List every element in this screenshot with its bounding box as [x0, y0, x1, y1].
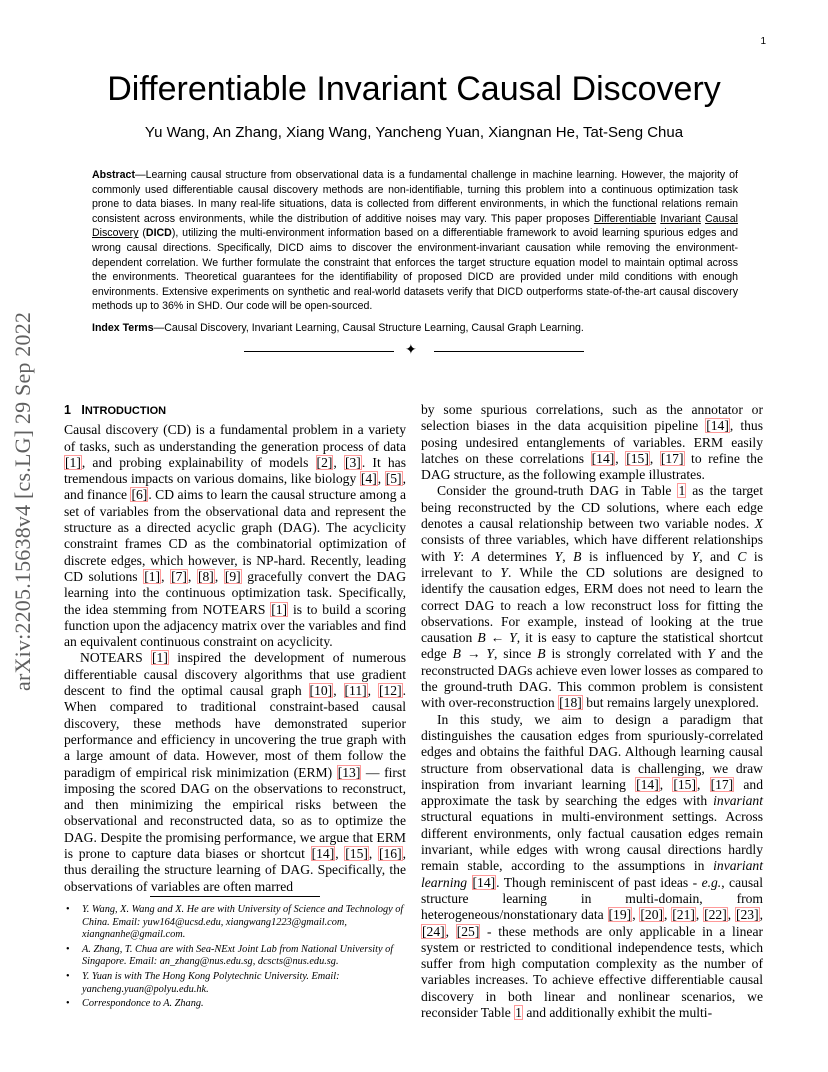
- abstract-name-2: Invariant: [660, 212, 701, 225]
- footnote-item: • A. Zhang, T. Chua are with Sea-NExt Joint Lab from National University of Singapore. Email: an_zhang@nus.edu.sg, dcscts@nus.edu.sg.: [82, 944, 406, 969]
- citation-link[interactable]: [4]: [360, 471, 377, 487]
- abstract-text-2: ), utilizing the multi-environment information based on a differentiable framework to avoid learning spurious edges and wrong causal directions. Specifically, DICD aims to discover the environment-invariant causation while removing the environment-dependent correlation. We further formulate the constraint that enforces the target structure equation model to maintain optimal across the environments. Theoretical guarantees for the identifiability of proposed DICD are provided under mild conditions with enough environments. Extensive experiments on synthetic and real-world datasets verify that DICD outperforms state-of-the-art causal discovery methods up to 36% in SHD. Our code will be open-sourced.: [92, 227, 738, 313]
- citation-link[interactable]: [3]: [344, 454, 361, 470]
- citation-link[interactable]: [18]: [559, 695, 582, 711]
- abstract-label: Abstract: [92, 169, 135, 181]
- left-column: [64, 402, 406, 895]
- right-column: [421, 402, 763, 1021]
- index-terms-text: —Causal Discovery, Invariant Learning, Causal Structure Learning, Causal Graph Learning.: [153, 322, 584, 334]
- citation-link[interactable]: [7]: [171, 568, 187, 584]
- citation-link[interactable]: [14]: [311, 846, 335, 862]
- citation-link[interactable]: [16]: [378, 846, 402, 862]
- citation-link[interactable]: [17]: [660, 450, 684, 466]
- table-ref-link[interactable]: 1: [515, 1004, 522, 1020]
- citation-link[interactable]: [14]: [636, 776, 659, 792]
- abstract-name-1: Differentiable: [593, 212, 657, 225]
- citation-link[interactable]: [5]: [385, 471, 402, 487]
- index-terms-label: Index Terms: [92, 322, 154, 334]
- citation-link[interactable]: [19]: [608, 907, 632, 923]
- citation-link[interactable]: [1]: [152, 650, 168, 666]
- citation-link[interactable]: [22]: [704, 907, 727, 923]
- paragraph: by some spurious correlations, such as the annotator or selection biases in the data acquisition pipeline [14], thus posing undesired entanglements of variables. ERM easily latches on these correlations [14], [15], [17] to refine the DAG structure, as the following example illustrates.: [421, 402, 764, 483]
- citation-link[interactable]: [6]: [131, 487, 148, 503]
- divider-line-left: [244, 351, 394, 352]
- abstract-name-3: Causal: [705, 212, 738, 225]
- citation-link[interactable]: [10]: [309, 683, 333, 699]
- divider-star-icon: ✦: [405, 342, 417, 358]
- citation-link[interactable]: [9]: [224, 568, 241, 584]
- citation-link[interactable]: [11]: [344, 683, 367, 699]
- citation-link[interactable]: [24]: [422, 923, 445, 939]
- citation-link[interactable]: [1]: [271, 601, 288, 617]
- paragraph: Consider the ground-truth DAG in Table 1 as the target being reconstructed by the CD solutions, where each edge denotes a causal relationship between two variable nodes. X consists of three variables, which have different relationships with Y: A determines Y, B is influenced by Y, and C is irrelevant to Y. While the CD solutions are designed to identify the causation edges, ERM does not need to learn the correct DAG to reach a low reconstruct loss for fitting the observations. For example, instead of looking at the true causation B ← Y, it is easy to capture the statistical shortcut edge B → Y, since B is strongly correlated with Y and the reconstructed DAGs achieve even lower losses as compared to the ground-truth DAG. This common problem is consistent with over-reconstruction [18] but remains largely unexplored.: [421, 483, 764, 711]
- table-ref-link[interactable]: 1: [678, 483, 686, 499]
- citation-link[interactable]: [15]: [626, 450, 649, 466]
- abstract: Abstract—Learning causal structure from observational data is a fundamental challenge in machine learning. However, the majority of commonly used differentiable causal discovery methods are non-identifiable, turning this problem into a continuous optimization task prone to data biases. In many real-life situations, data is collected from different environments, in which the functional relations remain consistent across environments, while the distribution of additive noises may vary. This paper proposes Differentiable Invariant Causal Discovery (DICD), utilizing the multi-environment information based on a differentiable framework to avoid learning spurious edges and wrong causal directions. Specifically, DICD aims to discover the environment-invariant causation while removing the environment-dependent correlation. We further formulate the constraint that enforces the target structure equation model to maintain optimal across the environments. Theoretical guarantees for the identifiability of proposed DICD are provided under mild conditions with enough environments. Extensive experiments on synthetic and real-world datasets verify that DICD outperforms state-of-the-art causal discovery methods up to 36% in SHD. Our code will be open-sourced.: [92, 169, 738, 313]
- paragraph: Causal discovery (CD) is a fundamental problem in a variety of tasks, such as understanding the generation process of data [1], and probing explainability of models [2], [3]. It has tremendous impacts on various domains, like biology [4], [5], and finance [6]. CD aims to learn the causal structure among a set of variables from the observational data and represent the structure as a directed acyclic graph (DAG). The acyclicity constraint frames CD as the combinatorial optimization of discrete edges, which however, is NP-hard. Recently, leading CD solutions [1], [7], [8], [9] gracefully convert the DAG learning into the continuous optimization task. Specifically, the idea stemming from NOTEARS [1] is to build a scoring function upon the adjacency matrix over the variables and find an equivalent continuous constraint on acyclicity.: [64, 422, 407, 650]
- section-divider: [244, 343, 584, 359]
- citation-link[interactable]: [2]: [316, 454, 333, 470]
- paragraph: NOTEARS [1] inspired the development of numerous differentiable causal discovery algorithms that use gradient descent to find the optimal causal graph [10], [11], [12]. When compared to traditional constraint-based causal discovery, these methods have demonstrated superior performance and efficiency in uncovering the true graph with a large amount of data. However, most of them follow the paradigm of empirical risk minimization (ERM) [13] — first imposing the scored DAG on the observations to reconstruct, and then minimizing the empirical risks between the observational and reconstructed data, so as to optimize the DAG. Despite the promising performance, we argue that ERM is prone to capture data biases or shortcut [14], [15], [16], thus derailing the structure learning of DAG. Specifically, the observations of variables are often marred: [64, 650, 407, 894]
- citation-link[interactable]: [15]: [345, 846, 368, 862]
- citation-link[interactable]: [8]: [197, 568, 214, 584]
- citation-link[interactable]: [17]: [710, 776, 734, 792]
- footnotes: [64, 904, 406, 1013]
- citation-link[interactable]: [12]: [378, 683, 402, 699]
- footnote-item: • Correspondonce to A. Zhang.: [82, 998, 406, 1011]
- paragraph: In this study, we aim to design a paradigm that distinguishes the causation edges from spuriously-correlated edges and obtains the faithful DAG. Although learning causal structure from observational data is challenging, we draw inspiration from invariant learning [14], [15], [17] and approximate the task by searching the edges with invariant structural equations in multi-environment settings. Across different environments, only factual causation edges remain invariant, while edges with wrong causal directions hardly remain stable, according to the assumptions in invariant learning [14]. Though reminiscent of past ideas - e.g., causal structure learning in multi-domain, from heterogeneous/nonstationary data [19], [20], [21], [22], [23], [24], [25] - these methods are only applicable in a linear system or restricted to conditional independence tests, which suffer from high computation complexity as the number of variables increases. To achieve effective differentiable causal discovery in both linear and nonlinear scenarios, we reconsider Table 1 and additionally exhibit the multi-: [421, 711, 764, 1020]
- arxiv-stamp: arXiv:2205.15638v4 [cs.LG] 29 Sep 2022: [10, 311, 35, 691]
- citation-link[interactable]: [13]: [337, 764, 361, 780]
- page-number: 1: [760, 36, 766, 47]
- citation-link[interactable]: [20]: [640, 907, 664, 923]
- citation-link[interactable]: [1]: [65, 454, 81, 470]
- index-terms: [92, 322, 738, 334]
- abstract-acronym: DICD: [145, 227, 172, 240]
- citation-link[interactable]: [14]: [706, 418, 729, 434]
- citation-link[interactable]: [23]: [735, 907, 759, 923]
- citation-link[interactable]: [21]: [672, 907, 695, 923]
- citation-link[interactable]: [14]: [591, 450, 615, 466]
- author-list: Yu Wang, An Zhang, Xiang Wang, Yancheng Yuan, Xiangnan He, Tat-Seng Chua: [144, 124, 684, 141]
- footnote-item: • Y. Wang, X. Wang and X. He are with University of Science and Technology of China. Email: yuw164@ucsd.edu, xiangwang1223@gmail.com, xiangnanhe@gmail.com.: [82, 904, 406, 942]
- citation-link[interactable]: [15]: [673, 776, 696, 792]
- abstract-name-4: Discovery: [92, 227, 139, 240]
- abstract-text-1: —Learning causal structure from observational data is a fundamental challenge in machine learning. However, the majority of commonly used differentiable causal discovery methods are non-identifiable, turning this problem into a continuous optimization task prone to data biases. In many real-life situations, data is collected from different environments, in which the functional relations remain consistent across environments, while the distribution of additive noises may vary. This paper proposes: [92, 169, 738, 225]
- paper-title: Differentiable Invariant Causal Discovery: [107, 70, 721, 108]
- citation-link[interactable]: [14]: [472, 874, 496, 890]
- citation-link[interactable]: [25]: [456, 923, 480, 939]
- divider-line-right: [434, 351, 584, 352]
- footnote-rule: [150, 896, 320, 897]
- section-heading: 1 INTRODUCTION: [64, 403, 167, 417]
- citation-link[interactable]: [1]: [144, 568, 161, 584]
- footnote-item: • Y. Yuan is with The Hong Kong Polytechnic University. Email: yancheng.yuan@polyu.edu.hk.: [82, 971, 406, 996]
